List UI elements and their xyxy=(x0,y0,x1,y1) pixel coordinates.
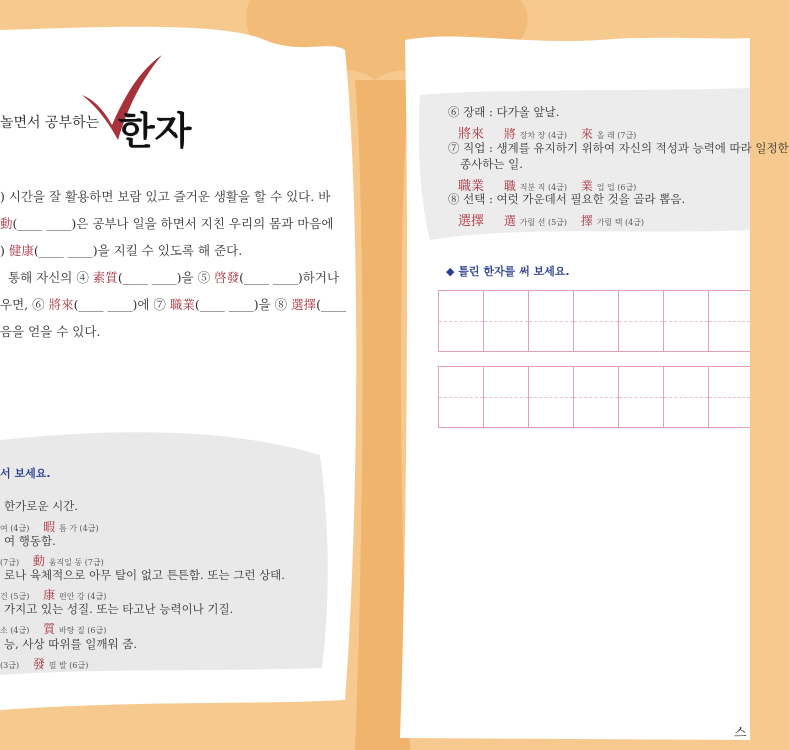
character-row: 選擇 選 가릴 선 (5급) 擇 가릴 택 (4급) xyxy=(458,214,645,229)
writing-cell[interactable] xyxy=(528,290,573,352)
page-corner-text: 스 xyxy=(734,726,747,741)
practice-grid-row-2 xyxy=(438,366,750,428)
character-row: 여 (4급) 暇 틈 가 (4급) xyxy=(0,520,99,534)
writing-cell[interactable] xyxy=(573,366,618,428)
definition-item-7: ⑦ 직업 : 생계를 유지하기 위하여 자신의 적성과 능력에 따라 일정한 xyxy=(448,141,789,155)
hanja-word: 將來 xyxy=(48,297,74,312)
writing-cell[interactable] xyxy=(708,366,750,428)
tree-trunk xyxy=(355,80,410,750)
definition-text: 여 행동함. xyxy=(4,534,56,548)
writing-cell[interactable] xyxy=(483,290,528,352)
writing-cell[interactable] xyxy=(438,290,483,352)
writing-cell[interactable] xyxy=(663,290,708,352)
definition-text: 한가로운 시간. xyxy=(4,499,78,513)
definition-text: 가지고 있는 성질. 또는 타고난 능력이나 기질. xyxy=(4,602,234,616)
writing-cell[interactable] xyxy=(483,366,528,428)
writing-cell[interactable] xyxy=(708,290,750,352)
writing-cell[interactable] xyxy=(573,290,618,352)
character-row: 職業 職 직분 직 (4급) 業 업 업 (6급) xyxy=(458,179,637,194)
passage-line-4: 통해 자신의 ④ 素質(____ ____)을 ⑤ 啓發(____ ____)하거나 xyxy=(8,270,340,285)
definition-item-7-cont: 종사하는 일. xyxy=(460,157,523,171)
character-row: (3급) 發 필 발 (6급) xyxy=(0,657,89,671)
header-subtitle: 놀면서 공부하는 xyxy=(0,115,100,131)
definition-text: 능, 사상 따위를 일깨워 줌. xyxy=(4,637,138,651)
definition-item-6: ⑥ 장래 : 다가올 앞날. xyxy=(448,105,560,119)
writing-cell[interactable] xyxy=(528,366,573,428)
hanja-word: 選擇 xyxy=(291,297,317,312)
writing-cell[interactable] xyxy=(663,366,708,428)
definition-item-8: ⑧ 선택 : 여럿 가운데서 필요한 것을 골라 뽑음. xyxy=(448,192,686,206)
passage-line-3: ) 健康(____ ____)을 지킬 수 있도록 해 준다. xyxy=(0,243,243,258)
practice-title: ◆ 틀린 한자를 써 보세요. xyxy=(446,265,570,278)
header-title: 한자 xyxy=(118,108,192,153)
definition-text: 로나 육체적으로 아무 탈이 없고 튼튼함. 또는 그런 상태. xyxy=(4,568,285,582)
passage-line-1: ) 시간을 잘 활용하면 보람 있고 즐거운 생활을 할 수 있다. 바 xyxy=(0,189,331,204)
writing-cell[interactable] xyxy=(438,366,483,428)
character-row: 소 (4급) 質 바탕 질 (6급) xyxy=(0,622,107,636)
character-row: (7급) 動 움직일 동 (7급) xyxy=(0,554,104,568)
hanja-word: 素質 xyxy=(92,270,118,285)
character-row: 將來 將 장차 장 (4급) 來 올 래 (7급) xyxy=(458,127,637,142)
hanja-word: 健康 xyxy=(8,243,34,258)
practice-grid-row-1 xyxy=(438,290,750,352)
hanja-word: 動 xyxy=(0,216,13,231)
left-section-title: 서 보세요. xyxy=(0,467,51,480)
character-row: 건 (5급) 康 편안 강 (4급) xyxy=(0,588,107,602)
writing-cell[interactable] xyxy=(618,366,663,428)
hanja-word: 啓發 xyxy=(214,270,240,285)
hanja-word: 職業 xyxy=(169,297,195,312)
writing-cell[interactable] xyxy=(618,290,663,352)
passage-line-6: 음을 얻을 수 있다. xyxy=(0,324,101,339)
passage-line-5: 우면, ⑥ 將來(____ ____)에 ⑦ 職業(____ ____)을 ⑧ 選擇(____ xyxy=(0,297,347,312)
passage-line-2: 動(____ ____)은 공부나 일을 하면서 지친 우리의 몸과 마음에 xyxy=(0,216,334,231)
